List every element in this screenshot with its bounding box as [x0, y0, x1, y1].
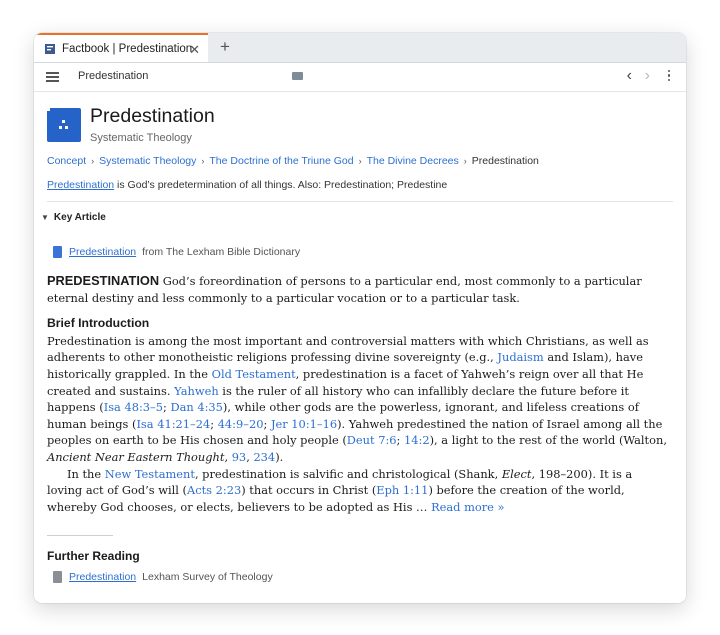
link-old-testament[interactable]: Old Testament: [211, 366, 296, 381]
section-heading: Brief Introduction: [47, 316, 150, 331]
book-icon: [53, 571, 62, 583]
breadcrumb-triune-god[interactable]: The Doctrine of the Triune God: [209, 155, 354, 167]
ref-isa-44[interactable]: 44:9–20: [217, 416, 264, 431]
link-yahweh[interactable]: Yahweh: [174, 383, 219, 398]
ref-deut-14[interactable]: 14:2: [404, 433, 430, 448]
book-icon: [53, 246, 62, 258]
citation-ane: Ancient Near Eastern Thought: [47, 449, 225, 464]
further-reading-link[interactable]: Predestination: [69, 571, 137, 583]
key-article-toggle[interactable]: [41, 212, 106, 223]
breadcrumb-current: Predestination: [471, 155, 539, 167]
definition-text: is God’s predetermination of all things. Also: Predestination; Predestine: [114, 179, 448, 191]
hamburger-menu-icon[interactable]: [46, 72, 59, 82]
ref-jer-10[interactable]: Jer 10:1–16: [270, 416, 338, 431]
definition: [47, 179, 447, 191]
page-subtitle: Systematic Theology: [90, 132, 192, 144]
breadcrumb-divine-decrees[interactable]: The Divine Decrees: [366, 155, 459, 167]
definition-term-link[interactable]: Predestination: [47, 179, 115, 191]
tab-bar: [34, 33, 686, 63]
key-article-label: Key Article: [53, 212, 106, 223]
ref-isa-48[interactable]: Isa 48:3–5: [103, 400, 163, 415]
factbook-icon: [44, 43, 56, 55]
ref-isa-41[interactable]: Isa 41:21–24: [136, 416, 211, 431]
ref-dan-4[interactable]: Dan 4:35: [170, 400, 223, 415]
tab-title: Factbook | Predestination: [62, 42, 193, 55]
lead-term: PREDESTINATION: [47, 273, 160, 288]
breadcrumb-separator: ›: [358, 156, 362, 166]
breadcrumb-concept[interactable]: Concept: [47, 155, 87, 167]
breadcrumb-separator: ›: [463, 156, 467, 166]
main-content: [34, 92, 686, 147]
close-tab-icon[interactable]: ✕: [189, 42, 200, 57]
further-reading-heading: Further Reading: [47, 549, 140, 563]
new-tab-button[interactable]: +: [220, 37, 230, 56]
ref-eph-1[interactable]: Eph 1:11: [376, 483, 429, 498]
ref-page-234[interactable]: 234: [253, 449, 276, 464]
link-new-testament[interactable]: New Testament: [104, 466, 195, 481]
ref-acts-2[interactable]: Acts 2:23: [186, 483, 242, 498]
section-divider: [47, 535, 113, 536]
back-icon[interactable]: ‹: [626, 67, 632, 84]
page-title: Predestination: [90, 105, 215, 127]
article-lead: [47, 273, 667, 306]
further-reading-from: Lexham Survey of Theology: [142, 571, 273, 583]
divider: [47, 201, 673, 202]
more-options-icon[interactable]: [668, 70, 670, 81]
read-more-link[interactable]: Read more »: [431, 499, 505, 514]
source-from: from The Lexham Bible Dictionary: [142, 246, 301, 258]
app-window: [34, 33, 686, 603]
lead-text: God’s foreordination of persons to a particular end, most commonly to a particular eternal destiny and less commonly to a particular vocation or to a particular task.: [47, 274, 642, 305]
keyboard-icon[interactable]: [292, 72, 303, 80]
citation-elect: Elect: [501, 466, 532, 481]
ref-page-93[interactable]: 93: [231, 449, 247, 464]
concept-icon: [47, 108, 81, 142]
address-field[interactable]: Predestination: [78, 70, 149, 82]
key-article-source: [53, 246, 300, 258]
chevron-down-icon: ▼: [41, 213, 49, 222]
breadcrumb-systematic-theology[interactable]: Systematic Theology: [99, 155, 197, 167]
paragraph-1: Predestination is among the most important and controversial matters with which Christians, as well as adherents to other monotheistic religions professing divine sovereignty (e.g., Judaism and Islam), have historically grappled. In the Old Testament, predestination is a facet of Yahweh’s reign over all that He created and sustains. Yahweh is the ruler of all history who can infallibly declare the future before it happens (Isa 48:3–5; Dan 4:35), while other gods are the powerless, ignorant, and lifeless creations of human beings (Isa 41:21–24; 44:9–20; Jer 10:1–16). Yahweh predestined the nation of Israel among all the peoples on earth to be His chosen and holy people (Deut 7:6; 14:2), a light to the rest of the world (Walton, Ancient Near Eastern Thought, 93, 234).: [47, 333, 667, 464]
breadcrumb: [47, 155, 539, 167]
further-reading-source: [53, 571, 273, 583]
breadcrumb-separator: ›: [201, 156, 205, 166]
paragraph-2: In the New Testament, predestination is salvific and christological (Shank, Elect, 198–200). It is a loving act of God’s will (Acts 2:23) that occurs in Christ (Eph 1:11) before the creation of the world, whereby God chooses, or elects, believers to be adopted as His … Read more »: [47, 466, 633, 514]
ref-deut-7[interactable]: Deut 7:6: [346, 433, 397, 448]
tab-factbook[interactable]: [34, 33, 208, 62]
forward-icon[interactable]: ›: [644, 67, 650, 84]
page-header: [47, 92, 673, 147]
toolbar: [34, 63, 686, 92]
breadcrumb-separator: ›: [91, 156, 95, 166]
source-link[interactable]: Predestination: [69, 246, 137, 258]
article-body: [47, 273, 667, 515]
link-judaism[interactable]: Judaism: [497, 350, 544, 365]
